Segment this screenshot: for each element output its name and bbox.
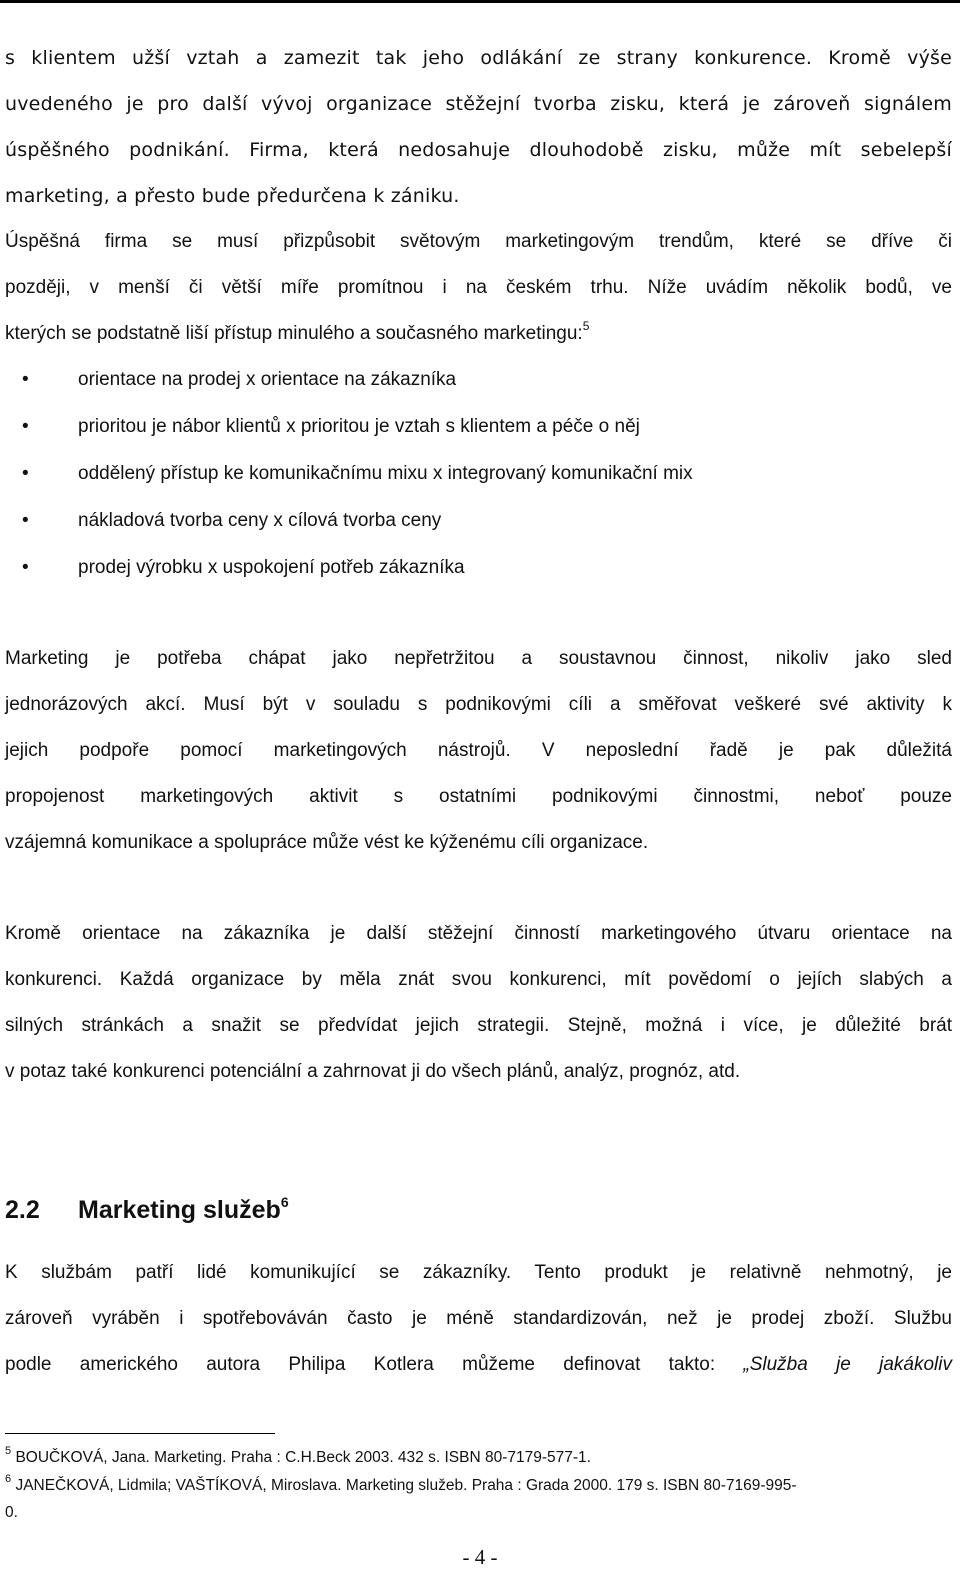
footnote-text: BOUČKOVÁ, Jana. Marketing. Praha : C.H.Beck 2003. 432 s. ISBN 80-7179-577-1. [15, 1449, 591, 1466]
footnote-ref[interactable]: 5 [582, 318, 590, 333]
text-line: později, v menší či větší míře promítnou i na českém trhu. Níže uvádím několik bodů, ve [5, 277, 952, 298]
text-line: silných stránkách a snažit se předvídat jejich strategii. Stejně, možná i více, je důležité brát [5, 1015, 952, 1036]
footnote-number: 6 [5, 1472, 12, 1485]
footnote-ref[interactable]: 6 [280, 1193, 289, 1210]
text-line: jednorázových akcí. Musí být v souladu s podnikovými cíli a směřovat veškeré své aktivity k [5, 694, 952, 715]
text-line: podle amerického autora Philipa Kotlera můžeme definovat takto: [5, 1354, 744, 1375]
bullet-icon: • [22, 369, 29, 390]
text-line: úspěšného podnikání. Firma, která nedosahuje dlouhodobě zisku, může mít sebelepší [5, 139, 952, 161]
footnote [5, 1444, 952, 1468]
text-line: K službám patří lidé komunikující se zákazníky. Tento produkt je relativně nehmotný, je [5, 1262, 952, 1283]
quote-start: „Služba je jakákoliv [743, 1354, 952, 1375]
text-line: kterých se podstatně liší přístup minulého a současného marketingu: [5, 323, 583, 344]
footnote-continuation: 0. [5, 1504, 18, 1521]
top-border-line [0, 0, 960, 3]
list-item-text: oddělený přístup ke komunikačnímu mixu x integrovaný komunikační mix [78, 463, 693, 484]
text-line: propojenost marketingových aktivit s ostatními podnikovými činnostmi, neboť pouze [5, 786, 952, 807]
footnote-separator [5, 1433, 275, 1434]
text-line: marketing, a přesto bude předurčena k zániku. [5, 185, 460, 207]
footnote-text: JANEČKOVÁ, Lidmila; VAŠTÍKOVÁ, Miroslava. Marketing služeb. Praha : Grada 2000. 179 s. ISBN 80-7169-995- [15, 1477, 797, 1494]
text-line: konkurenci. Každá organizace by měla znát svou konkurenci, mít povědomí o jejích slabých a [5, 969, 952, 990]
page-number: - 4 - [462, 1545, 498, 1569]
text-line: Úspěšná firma se musí přizpůsobit světovým marketingovým trendům, které se dříve či [5, 231, 952, 252]
section-number: 2.2 [5, 1196, 40, 1224]
list-item-text: orientace na prodej x orientace na zákazníka [78, 369, 457, 390]
text-line: Marketing je potřeba chápat jako nepřetržitou a soustavnou činnost, nikoliv jako sled [5, 648, 952, 669]
text-line: uvedeného je pro další vývoj organizace stěžejní tvorba zisku, která je zároveň signálem [5, 93, 952, 115]
footnote-number: 5 [5, 1444, 12, 1457]
bullet-icon: • [22, 510, 29, 531]
text-line: vzájemná komunikace a spolupráce může vést ke kýženému cíli organizace. [5, 832, 649, 853]
text-line: v potaz také konkurenci potenciální a zahrnovat ji do všech plánů, analýz, prognóz, atd. [5, 1061, 741, 1082]
text-line-with-footnote [5, 318, 952, 346]
text-line-with-quote [5, 1353, 952, 1377]
text-line: Kromě orientace na zákazníka je další stěžejní činností marketingového útvaru orientace na [5, 923, 952, 944]
section-title: Marketing služeb [78, 1196, 281, 1224]
bullet-icon: • [22, 416, 29, 437]
list-item-text: prioritou je nábor klientů x prioritou je vztah s klientem a péče o něj [78, 416, 640, 437]
text-line: s klientem užší vztah a zamezit tak jeho odlákání ze strany konkurence. Kromě výše [5, 47, 952, 69]
bullet-icon: • [22, 557, 29, 578]
footnote [5, 1472, 952, 1496]
list-item-text: nákladová tvorba ceny x cílová tvorba ceny [78, 510, 442, 531]
bullet-icon: • [22, 463, 29, 484]
text-line: zároveň vyráběn i spotřebováván často je méně standardizován, než je prodej zboží. Službu [5, 1308, 952, 1329]
list-item-text: prodej výrobku x uspokojení potřeb zákazníka [78, 557, 465, 578]
section-title-wrap [78, 1195, 289, 1225]
text-line: jejich podpoře pomocí marketingových nástrojů. V neposlední řadě je pak důležitá [5, 740, 952, 761]
